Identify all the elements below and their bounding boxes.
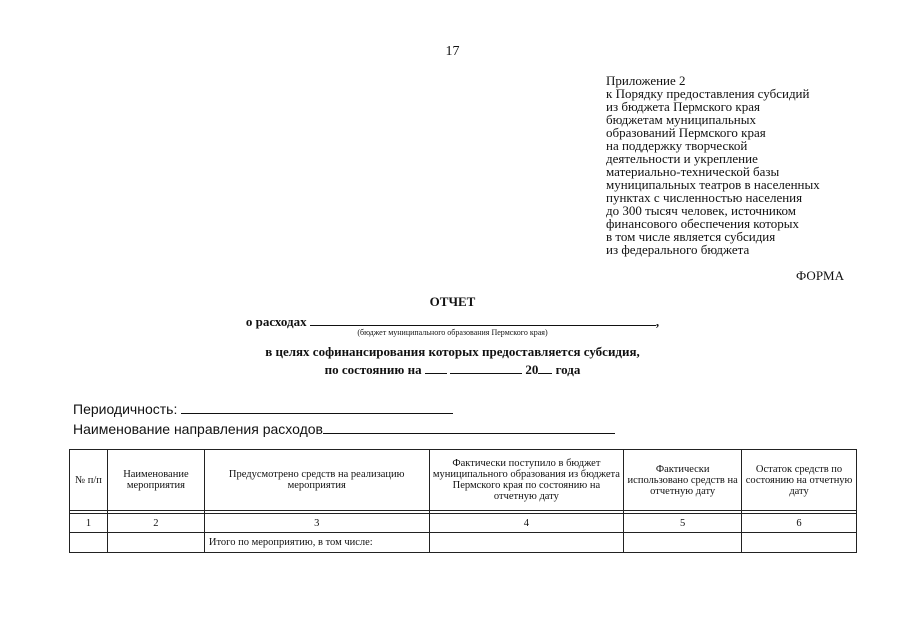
column-number-cell: 5 xyxy=(624,514,742,533)
report-table xyxy=(69,449,857,553)
day-blank-line xyxy=(425,361,447,374)
header-cell: Фактически использовано средств на отчетную дату xyxy=(624,450,742,511)
appendix-line: бюджетам муниципальных xyxy=(606,112,756,127)
appendix-line: деятельности и укрепление xyxy=(606,151,758,166)
table-column-numbers-row xyxy=(70,514,857,533)
periodicity-blank-line xyxy=(181,399,453,414)
appendix-line: из бюджета Пермского края xyxy=(606,99,761,114)
date-prefix: по состоянию на xyxy=(324,362,422,377)
column-number-cell: 1 xyxy=(70,514,108,533)
expenses-suffix: , xyxy=(655,314,660,329)
appendix-line: муниципальных театров в населенных xyxy=(606,177,820,192)
total-row-label: Итого по мероприятию, в том числе: xyxy=(204,533,429,553)
year-prefix: 20 xyxy=(525,362,539,377)
table-total-row xyxy=(70,533,857,553)
appendix-line: финансового обеспечения которых xyxy=(606,216,800,231)
table-cell xyxy=(624,533,742,553)
appendix-line: до 300 тысяч человек, источником xyxy=(606,203,796,218)
appendix-line: Приложение 2 xyxy=(606,73,686,88)
report-title-date-line xyxy=(0,361,905,378)
table-cell xyxy=(742,533,857,553)
direction-field xyxy=(73,419,615,437)
appendix-line: на поддержку творческой xyxy=(606,138,748,153)
direction-blank-line xyxy=(323,419,615,434)
appendix-line: образований Пермского края xyxy=(606,125,766,140)
table-header-row xyxy=(70,450,857,511)
appendix-line: пунктах с численностью населения xyxy=(606,190,803,205)
year-blank-line xyxy=(538,361,552,374)
table-cell xyxy=(429,533,624,553)
direction-label: Наименование направления расходов xyxy=(73,421,323,437)
report-title: ОТЧЕТ xyxy=(429,294,476,309)
header-cell: № п/п xyxy=(70,450,108,511)
header-cell: Фактически поступило в бюджет муниципального образования из бюджета Пермского края по состоянию на отчетную дату xyxy=(429,450,624,511)
appendix-line: в том числе является субсидия xyxy=(606,229,776,244)
expenses-prefix: о расходах xyxy=(245,314,307,329)
forma-label: ФОРМА xyxy=(796,268,844,283)
appendix-block xyxy=(606,74,866,256)
column-number-cell: 4 xyxy=(429,514,624,533)
budget-blank-caption: (бюджет муниципального образования Пермского края) xyxy=(357,328,548,337)
header-cell: Остаток средств по состоянию на отчетную дату xyxy=(742,450,857,511)
column-number-cell: 2 xyxy=(107,514,204,533)
periodicity-field xyxy=(73,399,453,417)
header-cell: Наименование мероприятия xyxy=(107,450,204,511)
appendix-line: из федерального бюджета xyxy=(606,242,750,257)
table-cell xyxy=(107,533,204,553)
table-cell xyxy=(70,533,108,553)
header-cell: Предусмотрено средств на реализацию мероприятия xyxy=(204,450,429,511)
column-number-cell: 3 xyxy=(204,514,429,533)
column-number-cell: 6 xyxy=(742,514,857,533)
month-blank-line xyxy=(450,361,522,374)
appendix-line: к Порядку предоставления субсидий xyxy=(606,86,810,101)
periodicity-label: Периодичность: xyxy=(73,401,178,417)
budget-blank-line xyxy=(310,313,656,326)
report-title-cofinancing-line: в целях софинансирования которых предоставляется субсидия, xyxy=(265,344,640,359)
appendix-line: материально-технической базы xyxy=(606,164,780,179)
year-suffix: года xyxy=(555,362,581,377)
page-number: 17 xyxy=(445,44,460,59)
